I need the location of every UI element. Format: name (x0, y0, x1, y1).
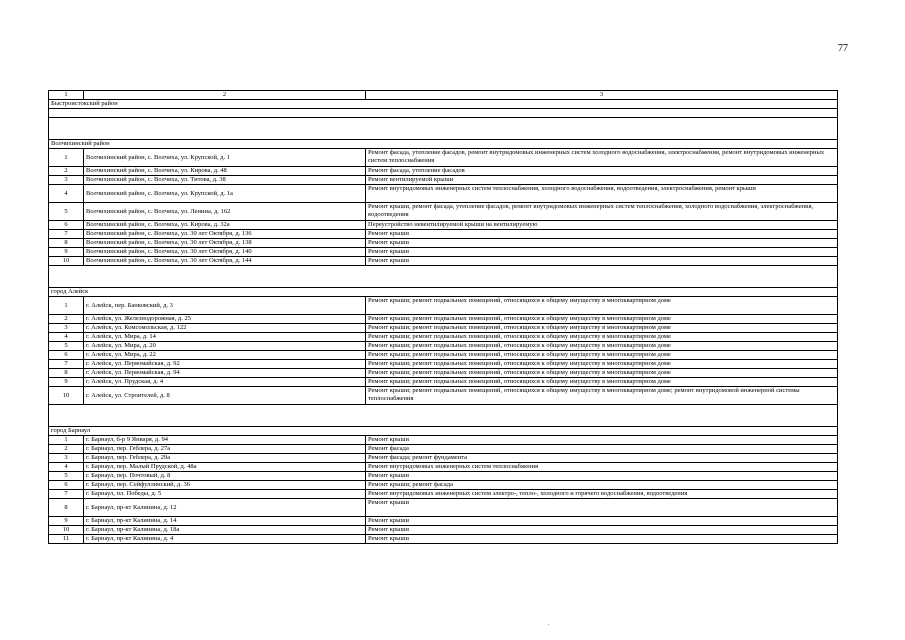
table-row (49, 149, 838, 167)
row-number: 5 (49, 203, 84, 221)
table-row (49, 535, 838, 544)
row-number: 2 (49, 167, 84, 176)
header-col-1: 1 (49, 91, 84, 100)
spacer-cell (49, 118, 838, 140)
row-number: 9 (49, 517, 84, 526)
table-row (49, 499, 838, 517)
row-work-description: Ремонт крыши (366, 436, 838, 445)
row-address: г. Барнаул, пр-кт Калинина, д. 14 (84, 517, 366, 526)
table-row (49, 176, 838, 185)
district-row (49, 140, 838, 149)
row-number: 4 (49, 333, 84, 342)
table-row (49, 257, 838, 266)
table-row (49, 481, 838, 490)
row-work-description: Ремонт крыши; ремонт подвальных помещений, относящихся к общему имуществу в многоквартирном доме (366, 315, 838, 324)
table-row (49, 445, 838, 454)
table-row (49, 203, 838, 221)
table-row (49, 297, 838, 315)
repair-table (48, 90, 838, 544)
row-work-description: Ремонт крыши; ремонт подвальных помещений, относящихся к общему имуществу в многоквартирном доме (366, 333, 838, 342)
spacer-row (49, 266, 838, 288)
row-work-description: Ремонт крыши; ремонт подвальных помещений, относящихся к общему имуществу в многоквартирном доме (366, 342, 838, 351)
spacer-row (49, 405, 838, 427)
row-address: Волчихинский район, с. Волчиха, ул. Крупской, д. 1 (84, 149, 366, 167)
row-work-description: Ремонт крыши; ремонт подвальных помещений, относящихся к общему имуществу в многоквартирном доме (366, 360, 838, 369)
row-number: 7 (49, 360, 84, 369)
table-row (49, 167, 838, 176)
row-address: г. Алейск, ул. Железнодорожная, д. 25 (84, 315, 366, 324)
row-number: 5 (49, 342, 84, 351)
row-address: г. Барнаул, пр-кт Калинина, д. 12 (84, 499, 366, 517)
spacer-cell (49, 405, 838, 427)
row-address: г. Барнаул, пер. Геблера, д. 27а (84, 445, 366, 454)
table-row (49, 351, 838, 360)
row-number: 3 (49, 176, 84, 185)
row-work-description: Ремонт крыши (366, 499, 838, 517)
row-work-description: Ремонт крыши (366, 248, 838, 257)
row-number: 7 (49, 490, 84, 499)
row-work-description: Ремонт крыши; ремонт подвальных помещений, относящихся к общему имуществу в многоквартирном доме; ремонт внутридомовой инженерной системы теплоснабжения (366, 387, 838, 405)
table-row (49, 454, 838, 463)
row-address: г. Алейск, ул. Первомайская, д. 94 (84, 369, 366, 378)
row-work-description: Ремонт крыши (366, 472, 838, 481)
row-address: Волчихинский район, с. Волчиха, ул. 30 лет Октября, д. 144 (84, 257, 366, 266)
row-work-description: Ремонт внутридомовых инженерных систем теплоснабжения, холодного водоснабжения, водоотведения, электроснабжения, ремонт крыши (366, 185, 838, 203)
district-row (49, 427, 838, 436)
row-address: г. Барнаул, пр-кт Калинина, д. 4 (84, 535, 366, 544)
row-address: г. Алейск, ул. Мира, д. 20 (84, 342, 366, 351)
row-work-description: Ремонт внутридомовых инженерных систем электро-, тепло-, холодного и горячего водоснабжения, водоотведения (366, 490, 838, 499)
row-work-description: Ремонт крыши; ремонт подвальных помещений, относящихся к общему имуществу в многоквартирном доме (366, 351, 838, 360)
row-work-description: Ремонт крыши; ремонт подвальных помещений, относящихся к общему имуществу в многоквартирном доме (366, 297, 838, 315)
row-number: 10 (49, 387, 84, 405)
row-work-description: Ремонт вентилируемой крыши (366, 176, 838, 185)
table-row (49, 490, 838, 499)
row-address: Волчихинский район, с. Волчиха, ул. Титова, д. 38 (84, 176, 366, 185)
row-address: г. Алейск, ул. Мира, д. 22 (84, 351, 366, 360)
table-header-row (49, 91, 838, 100)
row-number: 10 (49, 257, 84, 266)
table-row (49, 463, 838, 472)
spacer-cell (49, 109, 838, 118)
row-work-description: Ремонт крыши (366, 257, 838, 266)
district-name: город Алейск (49, 288, 838, 297)
table-row (49, 369, 838, 378)
row-number: 9 (49, 248, 84, 257)
table-row (49, 436, 838, 445)
row-address: Волчихинский район, с. Волчиха, ул. 30 лет Октября, д. 136 (84, 230, 366, 239)
district-row (49, 288, 838, 297)
row-number: 6 (49, 481, 84, 490)
table-row (49, 333, 838, 342)
row-number: 5 (49, 472, 84, 481)
table-row (49, 315, 838, 324)
bottom-mark: . (548, 621, 550, 627)
row-number: 4 (49, 463, 84, 472)
district-name: Волчихинский район (49, 140, 838, 149)
row-address: Волчихинский район, с. Волчиха, ул. Кирова, д. 48 (84, 167, 366, 176)
row-address: г. Барнаул, пл. Победы, д. 5 (84, 490, 366, 499)
row-number: 1 (49, 436, 84, 445)
table-row (49, 387, 838, 405)
row-number: 11 (49, 535, 84, 544)
row-address: г. Алейск, ул. Первомайская, д. 92 (84, 360, 366, 369)
row-address: г. Алейск, ул. Прудская, д. 4 (84, 378, 366, 387)
table-row (49, 221, 838, 230)
row-address: Волчихинский район, с. Волчиха, ул. Ленина, д. 162 (84, 203, 366, 221)
row-address: г. Барнаул, пер. Малый Прудской, д. 48а (84, 463, 366, 472)
row-address: Волчихинский район, с. Волчиха, ул. Крупской, д. 1а (84, 185, 366, 203)
row-address: г. Алейск, ул. Мира, д. 14 (84, 333, 366, 342)
spacer-row (49, 118, 838, 140)
row-work-description: Ремонт внутридомовых инженерных систем теплоснабжения (366, 463, 838, 472)
row-work-description: Ремонт крыши; ремонт подвальных помещений, относящихся к общему имуществу в многоквартирном доме (366, 369, 838, 378)
row-work-description: Ремонт крыши (366, 535, 838, 544)
table-row (49, 526, 838, 535)
district-name: Быстроистокский район (49, 100, 838, 109)
district-row (49, 100, 838, 109)
page-number: 77 (838, 43, 848, 54)
row-number: 1 (49, 297, 84, 315)
table-row (49, 324, 838, 333)
table-row (49, 517, 838, 526)
row-work-description: Ремонт крыши (366, 526, 838, 535)
row-number: 10 (49, 526, 84, 535)
table-row (49, 230, 838, 239)
row-work-description: Переустройство невентилируемой крыши на вентилируемую (366, 221, 838, 230)
row-address: г. Барнаул, пер. Почтовый, д. 8 (84, 472, 366, 481)
row-number: 1 (49, 149, 84, 167)
row-number: 4 (49, 185, 84, 203)
row-number: 8 (49, 369, 84, 378)
district-name: город Барнаул (49, 427, 838, 436)
spacer-row (49, 109, 838, 118)
row-address: г. Алейск, пер. Банковский, д. 3 (84, 297, 366, 315)
row-address: г. Барнаул, пер. Геблера, д. 29а (84, 454, 366, 463)
table-row (49, 239, 838, 248)
row-number: 7 (49, 230, 84, 239)
table-row (49, 185, 838, 203)
row-work-description: Ремонт фасада; ремонт фундамента (366, 454, 838, 463)
spacer-cell (49, 266, 838, 288)
row-number: 6 (49, 351, 84, 360)
row-work-description: Ремонт крыши (366, 239, 838, 248)
row-address: г. Барнаул, б-р 9 Января, д. 94 (84, 436, 366, 445)
row-address: г. Алейск, ул. Комсомольская, д. 122 (84, 324, 366, 333)
row-work-description: Ремонт фасада, утепление фасадов, ремонт внутридомовых инженерных систем холодного водоснабжения, электроснабжения, ремонт внутридомовых инженерных систем теплоснабжения (366, 149, 838, 167)
header-col-3: 3 (366, 91, 838, 100)
row-work-description: Ремонт крыши, ремонт фасада, утепление фасадов, ремонт внутридомовых инженерных систем теплоснабжения, холодного водоснабжения, электроснабжения, водоотведения (366, 203, 838, 221)
row-number: 2 (49, 445, 84, 454)
row-address: Волчихинский район, с. Волчиха, ул. 30 лет Октября, д. 138 (84, 239, 366, 248)
row-number: 3 (49, 454, 84, 463)
table-row (49, 472, 838, 481)
row-work-description: Ремонт крыши; ремонт фасада (366, 481, 838, 490)
row-address: г. Барнаул, пер. Сейфуллинский, д. 36 (84, 481, 366, 490)
table-row (49, 248, 838, 257)
row-address: г. Барнаул, пр-кт Калинина, д. 18а (84, 526, 366, 535)
row-address: Волчихинский район, с. Волчиха, ул. Кирова, д. 32а (84, 221, 366, 230)
row-work-description: Ремонт фасада, утепление фасадов (366, 167, 838, 176)
row-work-description: Ремонт крыши (366, 517, 838, 526)
table-row (49, 378, 838, 387)
row-address: г. Алейск, ул. Строителей, д. 8 (84, 387, 366, 405)
row-number: 8 (49, 239, 84, 248)
row-number: 2 (49, 315, 84, 324)
row-work-description: Ремонт фасада (366, 445, 838, 454)
row-work-description: Ремонт крыши; ремонт подвальных помещений, относящихся к общему имуществу в многоквартирном доме (366, 378, 838, 387)
header-col-2: 2 (84, 91, 366, 100)
row-number: 9 (49, 378, 84, 387)
row-number: 8 (49, 499, 84, 517)
row-address: Волчихинский район, с. Волчиха, ул. 30 лет Октября, д. 140 (84, 248, 366, 257)
row-work-description: Ремонт крыши (366, 230, 838, 239)
table-row (49, 360, 838, 369)
row-number: 3 (49, 324, 84, 333)
row-work-description: Ремонт крыши; ремонт подвальных помещений, относящихся к общему имуществу в многоквартирном доме (366, 324, 838, 333)
table-row (49, 342, 838, 351)
row-number: 6 (49, 221, 84, 230)
